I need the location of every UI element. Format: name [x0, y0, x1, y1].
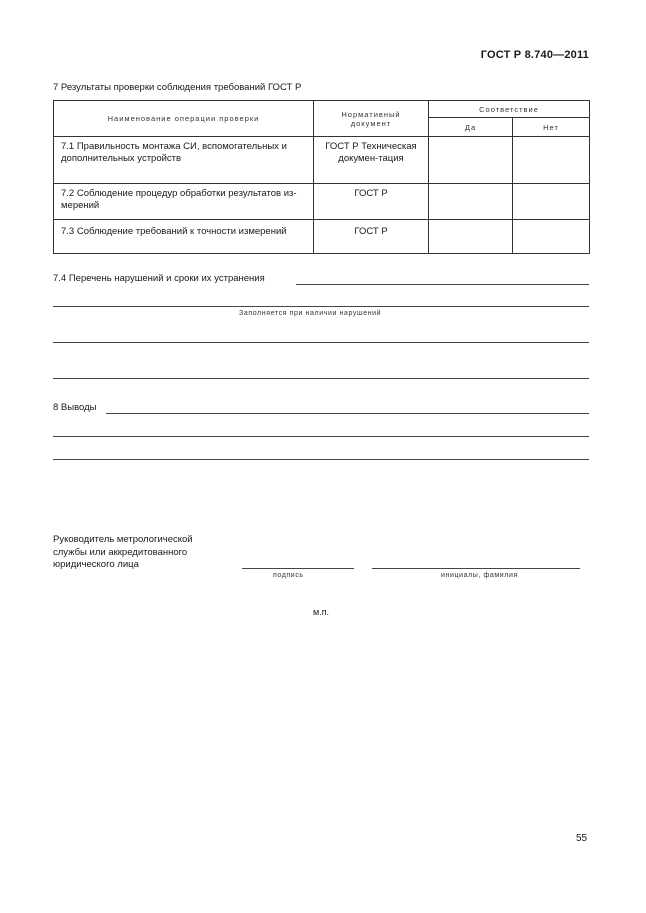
- row-yes-cell[interactable]: [429, 220, 513, 254]
- name-caption: инициалы, фамилия: [441, 572, 518, 579]
- row-no-cell[interactable]: [513, 137, 590, 184]
- violations-line[interactable]: [296, 284, 589, 285]
- violations-line[interactable]: [53, 306, 589, 307]
- conclusions-line[interactable]: [53, 436, 589, 437]
- page-number: 55: [576, 833, 588, 844]
- header-yes: Да: [429, 118, 513, 137]
- row-operation: 7.2 Соблюдение процедур обработки результатов из-мерений: [54, 184, 314, 220]
- stamp-place: м.п.: [313, 607, 330, 617]
- violations-line[interactable]: [53, 342, 589, 343]
- conclusions-line[interactable]: [53, 459, 589, 460]
- violations-label: 7.4 Перечень нарушений и сроки их устранения: [53, 273, 265, 284]
- header-normative: Нормативный документ: [314, 101, 429, 137]
- table-row: [54, 137, 590, 184]
- document-code: ГОСТ Р 8.740—2011: [480, 49, 589, 61]
- signature-line[interactable]: [242, 568, 354, 569]
- row-no-cell[interactable]: [513, 184, 590, 220]
- conclusions-line[interactable]: [106, 413, 589, 414]
- signature-caption: подпись: [273, 572, 304, 579]
- signatory-role: Руководитель метрологической службы или аккредитованного юридического лица: [53, 534, 193, 570]
- table-row: [54, 220, 590, 254]
- compliance-table: [53, 100, 590, 254]
- header-operation: Наименование операции проверки: [54, 101, 314, 137]
- header-compliance: Соответствие: [429, 101, 590, 118]
- row-yes-cell[interactable]: [429, 137, 513, 184]
- header-no: Нет: [513, 118, 590, 137]
- row-document: ГОСТ Р: [314, 184, 429, 220]
- row-document: ГОСТ Р Техническая докумен-тация: [314, 137, 429, 184]
- row-operation: 7.3 Соблюдение требований к точности измерений: [54, 220, 314, 254]
- violations-line[interactable]: [53, 378, 589, 379]
- row-operation: 7.1 Правильность монтажа СИ, вспомогательных и дополнительных устройств: [54, 137, 314, 184]
- violations-hint: Заполняется при наличии нарушений: [239, 310, 382, 317]
- row-yes-cell[interactable]: [429, 184, 513, 220]
- conclusions-label: 8 Выводы: [53, 402, 97, 413]
- section-7-title: 7 Результаты проверки соблюдения требований ГОСТ Р: [53, 82, 302, 93]
- table-row: [54, 184, 590, 220]
- name-line[interactable]: [372, 568, 580, 569]
- row-document: ГОСТ Р: [314, 220, 429, 254]
- row-no-cell[interactable]: [513, 220, 590, 254]
